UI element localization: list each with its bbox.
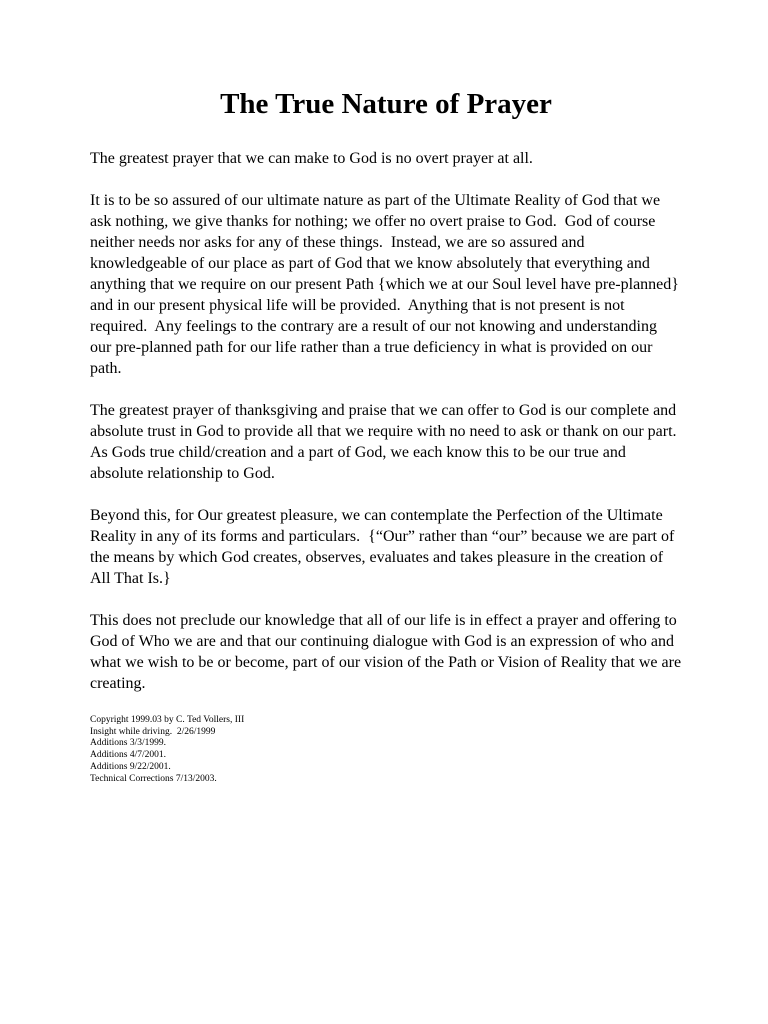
additions-line-2: Additions 4/7/2001.: [90, 750, 167, 761]
paragraph-1: The greatest prayer that we can make to God is no overt prayer at all.: [90, 150, 533, 167]
technical-corrections-line: Technical Corrections 7/13/2003.: [90, 773, 217, 784]
copyright-revision-block: [90, 715, 682, 785]
paragraph-5: This does not preclude our knowledge that all of our life is in effect a prayer and offering to God of Who we are and that our continuing dialogue with God is an expression of who and what we wish to be or become, part of our vision of the Path or Vision of Reality that we are creating.: [90, 612, 686, 692]
paragraph-4: Beyond this, for Our greatest pleasure, we can contemplate the Perfection of the Ultimate Reality in any of its forms and particulars. {“Our” rather than “our” because we are part of the means by which God creates, observes, evaluates and takes pleasure in the creation of All That Is.}: [90, 507, 679, 587]
paragraph-2: It is to be so assured of our ultimate nature as part of the Ultimate Reality of God that we ask nothing, we give thanks for nothing; we offer no overt praise to God. God of course neither needs nor asks for any of these things. Instead, we are so assured and knowledgeable of our place as part of God that we know absolutely that everything and anything that we require on our present Path {which we at our Soul level have pre-planned} and in our present physical life will be provided. Anything that is not present is not required. Any feelings to the contrary are a result of our not knowing and understanding our pre-planned path for our life rather than a true deficiency in what is provided on our path.: [90, 192, 683, 377]
copyright-line: Copyright 1999.03 by C. Ted Vollers, III: [90, 715, 245, 725]
additions-line-3: Additions 9/22/2001.: [90, 761, 171, 772]
document-title: The True Nature of Prayer: [220, 88, 552, 120]
insight-date-line: Insight while driving. 2/26/1999: [90, 726, 216, 737]
additions-line-1: Additions 3/3/1999.: [90, 738, 167, 749]
paragraph-3: The greatest prayer of thanksgiving and praise that we can offer to God is our complete and absolute trust in God to provide all that we require with no need to ask or thank on our part. As Gods true child/creation and a part of God, we each know this to be our true and absolute relationship to God.: [90, 402, 684, 482]
